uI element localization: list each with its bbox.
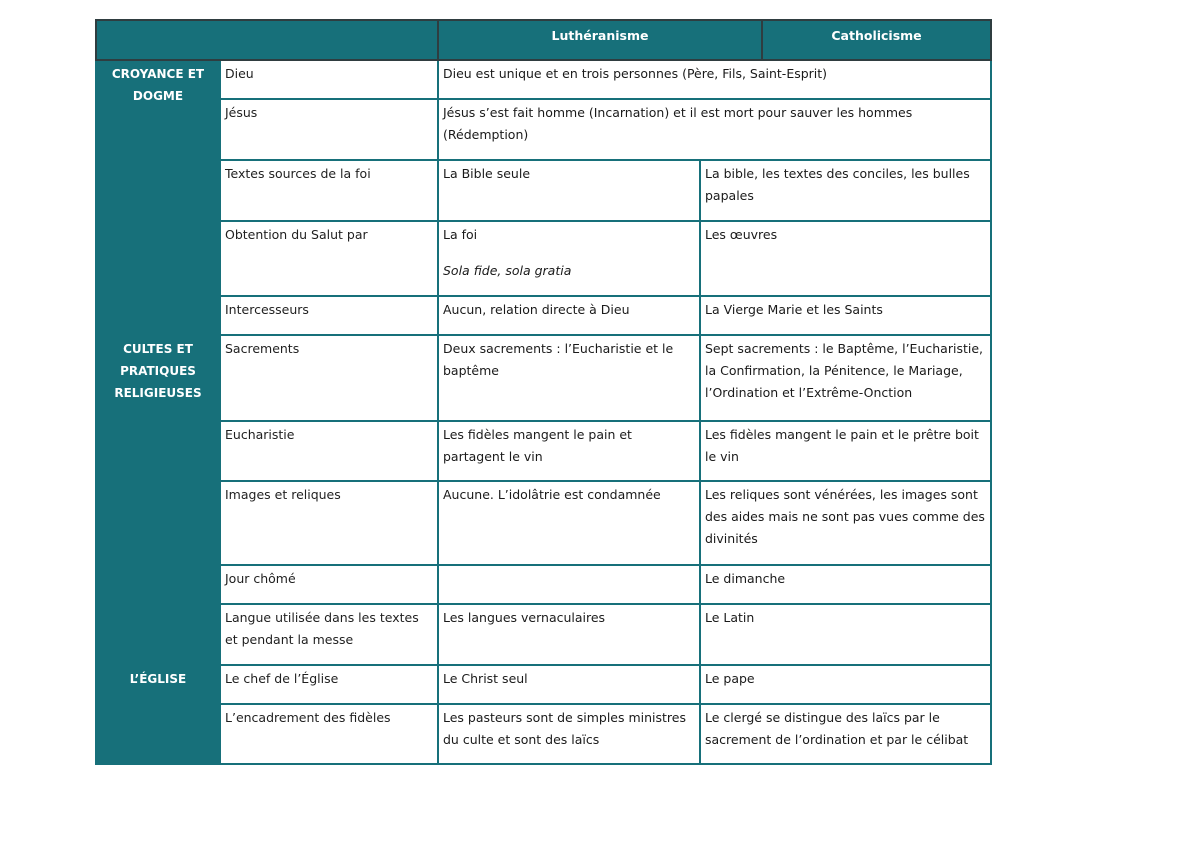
section-croyance-dogme: CROYANCE ET DOGME [96,60,220,335]
shared-cell: Jésus s’est fait homme (Incarnation) et il est mort pour sauver les hommes (Rédemption) [438,99,991,160]
catholicisme-cell: Sept sacrements : le Baptême, l’Eucharistie, la Confirmation, la Pénitence, le Mariage, l’Ordination et l’Extrême-Onction [700,335,991,421]
catholicisme-cell: Les reliques sont vénérées, les images sont des aides mais ne sont pas vues comme des divinités [700,481,991,565]
lutheranisme-cell: Les langues vernaculaires [438,604,700,665]
table-row [96,60,991,99]
lutheranisme-cell: Les fidèles mangent le pain et partagent le vin [438,421,700,481]
header-catholicisme: Catholicisme [762,20,991,60]
row-label: Intercesseurs [220,296,438,335]
catholicisme-cell: La Vierge Marie et les Saints [700,296,991,335]
salut-luth-text: La foi [443,227,478,242]
row-label: Images et reliques [220,481,438,565]
header-empty-cell [96,20,438,60]
header-lutheranisme: Luthéranisme [438,20,762,60]
lutheranisme-cell: Aucune. L’idolâtrie est condamnée [438,481,700,565]
row-label: Obtention du Salut par [220,221,438,296]
header-row [96,20,991,60]
section-eglise: L’ÉGLISE [96,665,220,764]
table-row [96,481,991,565]
table-row [96,221,991,296]
table-row [96,421,991,481]
row-label: Jour chômé [220,565,438,604]
row-label: Dieu [220,60,438,99]
catholicisme-cell: Le pape [700,665,991,704]
table-row [96,704,991,764]
lutheranisme-cell: Aucun, relation directe à Dieu [438,296,700,335]
lutheranisme-cell: La Bible seule [438,160,700,221]
catholicisme-cell: La bible, les textes des conciles, les bulles papales [700,160,991,221]
row-label: Langue utilisée dans les textes et pendant la messe [220,604,438,665]
table-row [96,335,991,421]
row-label: Jésus [220,99,438,160]
row-label: Textes sources de la foi [220,160,438,221]
lutheranisme-cell: Les pasteurs sont de simples ministres du culte et sont des laïcs [438,704,700,764]
comparison-table [95,19,992,765]
catholicisme-cell: Les œuvres [700,221,991,296]
catholicisme-cell: Le dimanche [700,565,991,604]
table-row [96,99,991,160]
lutheranisme-cell: Deux sacrements : l’Eucharistie et le baptême [438,335,700,421]
table-row [96,296,991,335]
table-row [96,160,991,221]
salut-latin-motto: Sola fide, sola gratia [443,263,572,278]
lutheranisme-cell [438,221,700,296]
table-row [96,604,991,665]
row-label: Eucharistie [220,421,438,481]
section-cultes-pratiques: CULTES ET PRATIQUES RELIGIEUSES [96,335,220,665]
lutheranisme-cell [438,565,700,604]
table-row [96,665,991,704]
catholicisme-cell: Les fidèles mangent le pain et le prêtre boit le vin [700,421,991,481]
catholicisme-cell: Le clergé se distingue des laïcs par le sacrement de l’ordination et par le célibat [700,704,991,764]
table-row [96,565,991,604]
row-label: L’encadrement des fidèles [220,704,438,764]
row-label: Sacrements [220,335,438,421]
row-label: Le chef de l’Église [220,665,438,704]
catholicisme-cell: Le Latin [700,604,991,665]
lutheranisme-cell: Le Christ seul [438,665,700,704]
shared-cell: Dieu est unique et en trois personnes (Père, Fils, Saint-Esprit) [438,60,991,99]
